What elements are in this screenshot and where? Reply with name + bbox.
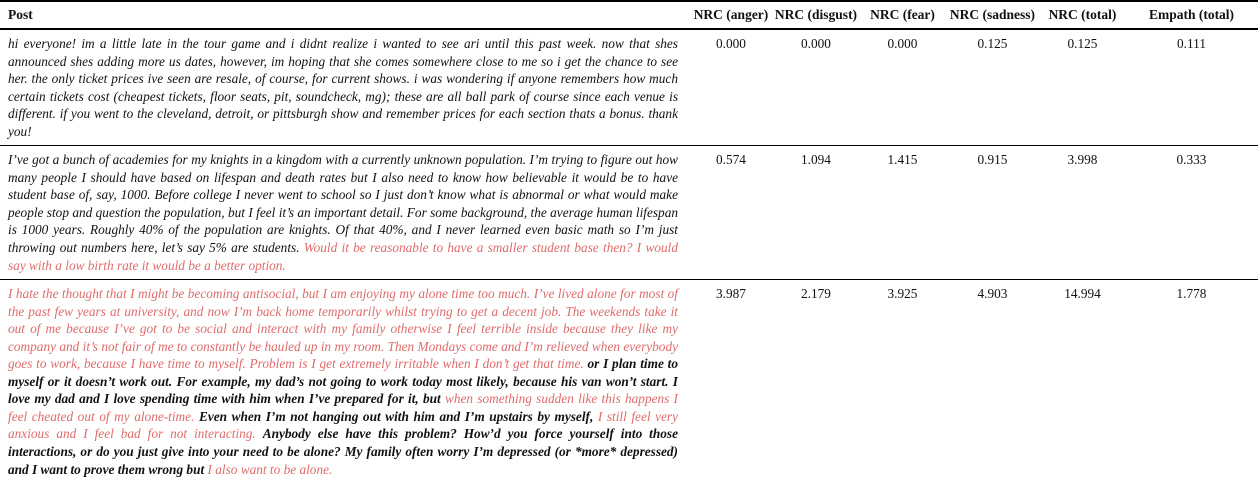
score-cell-total: 3.998 (1040, 146, 1125, 280)
score-cell-empath: 0.111 (1177, 36, 1206, 51)
score-cell-total: 0.125 (1067, 36, 1098, 51)
score-cell-anger: 0.000 (716, 36, 746, 51)
score-cell-fear: 0.000 (887, 36, 918, 51)
score-cell-disgust: 2.179 (772, 280, 860, 483)
table-row (0, 29, 1258, 146)
post-segment-red: I still feel very anxious and I feel bad for not interacting. (8, 408, 678, 442)
post-segment-bold: Even when I’m not hanging out with him and I’m upstairs by myself, (198, 408, 598, 424)
post-segment-red: when something sudden like this happens I feel cheated out of my alone-time. (8, 391, 678, 424)
column-header-sadness: NRC (sadness) (945, 1, 1040, 29)
post-segment-normal: hi everyone! im a little late in the tour game and i didnt realize i wanted to see ari until this past week. now that shes announced shes adding more us dates, however, im hoping that she comes somewhere close to me so i get the chance to see her. the only ticket prices ive seen are resale, of course, for current shows. i was wondering if anyone remembers how much certain tickets cost (cheapest tickets, floor seats, pit, soundcheck, mg); these are all ball park of course since each venue is different. if you went to the cleveland, detroit, or pittsburgh show and remember prices for each section thats a bonus. thank you! (8, 36, 678, 139)
score-cell-empath: 1.778 (1125, 280, 1258, 483)
column-header-total: NRC (total) (1040, 1, 1125, 29)
column-header-fear: NRC (fear) (860, 1, 945, 29)
score-cell-anger: 0.574 (690, 146, 772, 280)
score-cell-sadness: 0.125 (977, 36, 1008, 51)
post-cell (0, 146, 690, 280)
post-cell (0, 29, 690, 146)
score-cell-fear: 1.415 (860, 146, 945, 280)
post-segment-normal: I’ve got a bunch of academies for my knights in a kingdom with a currently unknown population. I’m trying to figure out how many people I should have based on lifespan and death rates but I also need to know how believable it would be to have student base of, say, 1000. Before college I never went to school so I just don’t know what is abnormal or what would make people stop and question the population, but I feel it’s an important detail. For some background, the average human lifespan is 1000 years. Roughly 40% of the population are knights. Of that 40%, and I never learned even basic math so I’m just throwing out numbers here, let’s say 5% are students. (8, 152, 678, 256)
post-segment-bold: Anybody else have this problem? How’d you force yourself into those interactions, or do you just give into your need to be alone? My family often worry I’m depressed (or *more* depressed) and I want to prove them wrong but (8, 426, 678, 477)
score-cell-anger: 3.987 (690, 280, 772, 483)
score-cell-disgust: 0.000 (801, 36, 831, 51)
post-segment-red: Would it be reasonable to have a smaller student base then? I would say with a low birth rate it would be a better option. (8, 240, 678, 273)
table-row (0, 146, 1258, 280)
column-header-disgust: NRC (disgust) (772, 1, 860, 29)
post-segment-bold: or I plan time to myself or it doesn’t work out. For example, my dad’s not going to work today most likely, because his van won’t start. I love my dad and I love spending time with him when I’ve prepared for it, but (8, 356, 678, 407)
score-cell-total: 14.994 (1040, 280, 1125, 483)
post-segment-red: I also want to be alone. (207, 461, 333, 477)
score-cell-sadness: 4.903 (945, 280, 1040, 483)
column-header-post: Post (0, 1, 690, 29)
post-segment-red: I hate the thought that I might be becoming antisocial, but I am enjoying my alone time too much. I’ve lived alone for most of the past few years at university, and now I’m back home temporarily whilst trying to get a decent job. The weekends take it out of me because I’ve got to be social and interact with my family otherwise I feel terrible inside because they like my company and it’s not fair of me to constantly be hauled up in my room. Then Mondays come and I’m relieved when everybody goes to work, because I have time to myself. Problem is I get extremely irritable when I don’t get that time. (8, 286, 678, 372)
column-header-empath: Empath (total) (1125, 1, 1258, 29)
column-header-anger: NRC (anger) (690, 1, 772, 29)
score-cell-empath: 0.333 (1125, 146, 1258, 280)
table-row (0, 280, 1258, 483)
header-row (0, 1, 1258, 29)
score-cell-disgust: 1.094 (772, 146, 860, 280)
post-cell (0, 280, 690, 483)
table-header (0, 1, 1258, 29)
score-cell-sadness: 0.915 (945, 146, 1040, 280)
score-cell-fear: 3.925 (860, 280, 945, 483)
table-body (0, 29, 1258, 483)
